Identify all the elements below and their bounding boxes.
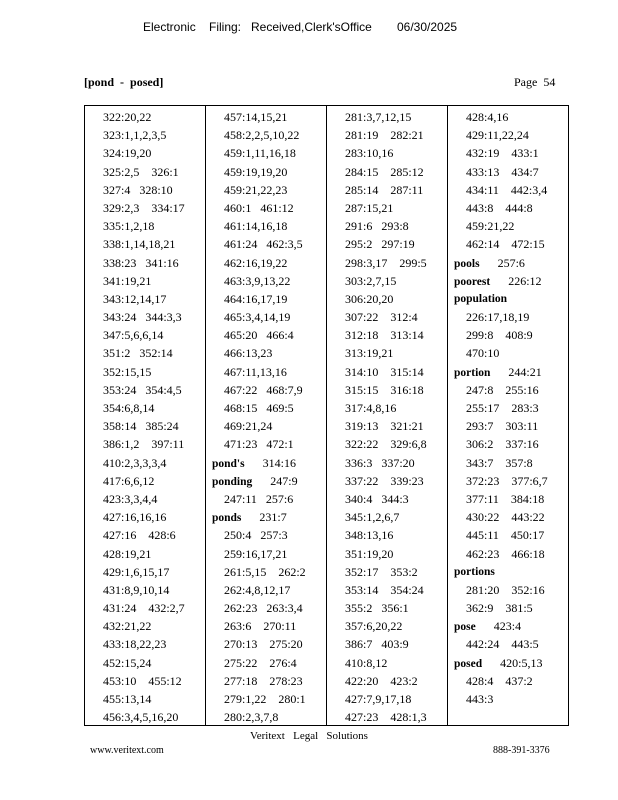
index-column-4	[448, 106, 568, 725]
word-index-table	[84, 105, 569, 726]
index-reference: 417:6,6,12	[103, 473, 155, 488]
index-reference: 443:3	[466, 692, 494, 706]
index-reference: 428:4,16	[466, 110, 509, 124]
index-term	[448, 290, 568, 308]
index-reference: 377:11 384:18	[466, 491, 545, 506]
index-reference: 287:15,21	[345, 200, 394, 215]
index-reference: 443:8 444:8	[466, 200, 533, 215]
index-term-reference: 257:6	[479, 255, 525, 270]
index-reference: 325:2,5 326:1	[103, 164, 179, 179]
index-reference: 262:23 263:3,4	[224, 601, 303, 616]
index-reference: 459:21,22	[466, 219, 515, 234]
index-reference: 431:8,9,10,14	[103, 582, 170, 597]
index-reference: 457:14,15,21	[224, 110, 288, 124]
index-reference: 317:4,8,16	[345, 401, 397, 415]
index-reference: 323:1,1,2,3,5	[103, 128, 167, 143]
index-term-word: pond's	[212, 457, 245, 470]
index-reference: 281:20 352:16	[466, 582, 545, 597]
index-reference: 299:8 408:9	[466, 328, 533, 343]
index-term-word: ponding	[212, 475, 253, 488]
index-reference: 281:19 282:21	[345, 128, 424, 143]
filing-header-electronic: Electronic	[143, 20, 196, 34]
index-term-word: population	[454, 292, 508, 305]
index-term	[448, 617, 568, 635]
index-reference: 262:4,8,12,17	[224, 582, 291, 597]
index-term-word: portions	[454, 565, 495, 578]
index-reference: 427:16 428:6	[103, 528, 176, 543]
index-reference: 456:3,4,5,16,20	[103, 710, 179, 725]
index-reference: 322:22 329:6,8	[345, 437, 427, 452]
index-term-reference: 244:21	[490, 364, 542, 379]
index-reference: 362:9 381:5	[466, 601, 533, 616]
index-reference: 279:1,22 280:1	[224, 692, 306, 706]
index-reference: 353:24 354:4,5	[103, 382, 182, 397]
index-reference: 283:10,16	[345, 146, 394, 161]
index-reference: 386:1,2 397:11	[103, 437, 185, 452]
index-reference: 306:20,20	[345, 291, 394, 306]
index-reference: 275:22 276:4	[224, 655, 297, 670]
footer-website: www.veritext.com	[90, 745, 164, 756]
index-reference: 259:16,17,21	[224, 546, 288, 561]
index-reference: 327:4 328:10	[103, 182, 173, 197]
index-reference: 434:11 442:3,4	[466, 182, 548, 197]
index-term-reference: 420:5,13	[482, 655, 543, 670]
index-reference: 465:20 466:4	[224, 328, 294, 343]
index-reference: 427:23 428:1,3	[345, 710, 427, 725]
index-reference: 314:10 315:14	[345, 364, 424, 379]
index-reference: 338:23 341:16	[103, 255, 179, 270]
index-reference: 467:22 468:7,9	[224, 382, 303, 397]
index-reference: 354:6,8,14	[103, 401, 155, 415]
index-reference: 465:3,4,14,19	[224, 310, 291, 325]
index-reference: 277:18 278:23	[224, 673, 303, 688]
index-reference: 303:2,7,15	[345, 273, 397, 288]
index-reference: 324:19,20	[103, 146, 152, 161]
index-reference: 313:19,21	[345, 346, 394, 361]
index-reference: 338:1,14,18,21	[103, 237, 176, 252]
index-reference: 341:19,21	[103, 273, 152, 288]
index-reference: 345:1,2,6,7	[345, 510, 400, 525]
index-reference: 428:4 437:2	[466, 673, 533, 688]
index-reference: 459:21,22,23	[224, 182, 288, 197]
index-reference: 427:16,16,16	[103, 510, 167, 525]
index-term	[206, 454, 326, 472]
index-reference: 270:13 275:20	[224, 637, 303, 652]
index-term	[206, 508, 326, 526]
index-reference: 315:15 316:18	[345, 382, 424, 397]
index-reference: 352:15,15	[103, 364, 152, 379]
index-reference: 458:2,2,5,10,22	[224, 128, 300, 143]
index-reference: 445:11 450:17	[466, 528, 545, 543]
index-reference: 433:13 434:7	[466, 164, 539, 179]
index-reference: 280:2,3,7,8	[224, 710, 279, 725]
index-reference: 442:24 443:5	[466, 637, 539, 652]
index-reference: 462:14 472:15	[466, 237, 545, 252]
index-term-word: ponds	[212, 512, 242, 525]
index-reference: 353:14 354:24	[345, 582, 424, 597]
index-reference: 298:3,17 299:5	[345, 255, 427, 270]
index-reference: 347:5,6,6,14	[103, 328, 164, 343]
index-reference: 306:2 337:16	[466, 437, 539, 452]
index-reference: 372:23 377:6,7	[466, 473, 548, 488]
index-reference: 358:14 385:24	[103, 419, 179, 434]
footer-phone: 888-391-3376	[493, 745, 550, 756]
index-reference: 291:6 293:8	[345, 219, 409, 234]
index-reference: 466:13,23	[224, 346, 273, 361]
index-reference: 351:19,20	[345, 546, 394, 561]
index-reference: 247:11 257:6	[224, 491, 294, 506]
index-reference: 295:2 297:19	[345, 237, 415, 252]
index-reference: 470:10	[466, 346, 500, 361]
index-reference: 462:23 466:18	[466, 546, 545, 561]
index-reference: 337:22 339:23	[345, 473, 424, 488]
filing-header-date: 06/30/2025	[397, 20, 458, 34]
index-reference: 422:20 423:2	[345, 673, 418, 688]
index-term-word: posed	[454, 657, 483, 670]
index-reference: 281:3,7,12,15	[345, 110, 412, 124]
index-reference: 293:7 303:11	[466, 419, 539, 434]
index-reference: 355:2 356:1	[345, 601, 409, 616]
index-reference: 250:4 257:3	[224, 528, 288, 543]
filing-header-filing: Filing:	[209, 20, 242, 34]
index-reference: 343:12,14,17	[103, 291, 167, 306]
index-reference: 343:24 344:3,3	[103, 310, 182, 325]
index-term-reference: 423:4	[475, 619, 522, 634]
index-reference: 284:15 285:12	[345, 164, 424, 179]
index-term-word: poorest	[454, 275, 491, 288]
index-reference: 430:22 443:22	[466, 510, 545, 525]
index-reference: 469:21,24	[224, 419, 273, 434]
index-reference: 255:17 283:3	[466, 401, 539, 415]
index-term-word: pools	[454, 257, 480, 270]
index-term-reference: 247:9	[252, 473, 298, 488]
index-reference: 386:7 403:9	[345, 637, 409, 652]
index-term-reference: 314:16	[244, 455, 296, 470]
index-reference: 460:1 461:12	[224, 200, 294, 215]
index-reference: 471:23 472:1	[224, 437, 294, 452]
index-reference: 351:2 352:14	[103, 346, 173, 361]
index-reference: 462:16,19,22	[224, 255, 288, 270]
index-reference: 464:16,17,19	[224, 291, 288, 306]
index-reference: 312:18 313:14	[345, 328, 424, 343]
index-term-word: portion	[454, 366, 491, 379]
index-column-2	[206, 106, 327, 725]
index-reference: 427:7,9,17,18	[345, 692, 412, 706]
index-reference: 410:2,3,3,3,4	[103, 455, 167, 470]
index-reference: 429:11,22,24	[466, 128, 529, 143]
index-reference: 263:6 270:11	[224, 619, 297, 634]
index-term	[448, 563, 568, 581]
index-term	[206, 472, 326, 490]
index-reference: 455:13,14	[103, 692, 152, 706]
index-reference: 322:20,22	[103, 110, 152, 124]
index-reference: 431:24 432:2,7	[103, 601, 185, 616]
index-term	[448, 272, 568, 290]
index-reference: 432:21,22	[103, 619, 152, 634]
index-reference: 452:15,24	[103, 655, 152, 670]
index-column-3	[327, 106, 448, 725]
index-reference: 432:19 433:1	[466, 146, 539, 161]
index-reference: 423:3,3,4,4	[103, 491, 158, 506]
index-reference: 357:6,20,22	[345, 619, 403, 634]
index-reference: 226:17,18,19	[466, 310, 530, 325]
index-reference: 348:13,16	[345, 528, 394, 543]
index-reference: 285:14 287:11	[345, 182, 424, 197]
index-reference: 429:1,6,15,17	[103, 564, 170, 579]
index-term	[448, 654, 568, 672]
index-reference: 352:17 353:2	[345, 564, 418, 579]
index-reference: 459:1,11,16,18	[224, 146, 296, 161]
index-reference: 307:22 312:4	[345, 310, 418, 325]
filing-header-received: Received,Clerk'sOffice	[251, 20, 372, 34]
index-reference: 463:3,9,13,22	[224, 273, 291, 288]
index-reference: 335:1,2,18	[103, 219, 155, 234]
index-reference: 336:3 337:20	[345, 455, 415, 470]
index-reference: 261:5,15 262:2	[224, 564, 306, 579]
index-reference: 453:10 455:12	[103, 673, 182, 688]
index-reference: 319:13 321:21	[345, 419, 424, 434]
index-range-label: [pond - posed]	[84, 75, 164, 89]
index-term-reference: 231:7	[241, 510, 287, 525]
index-reference: 461:14,16,18	[224, 219, 288, 234]
index-reference: 467:11,13,16	[224, 364, 287, 379]
index-term	[448, 254, 568, 272]
index-reference: 461:24 462:3,5	[224, 237, 303, 252]
index-column-1	[85, 106, 206, 725]
footer-company: Veritext Legal Solutions	[250, 730, 368, 742]
index-term-reference: 226:12	[490, 273, 542, 288]
page-number: Page 54	[514, 75, 556, 89]
index-reference: 459:19,19,20	[224, 164, 288, 179]
index-reference: 468:15 469:5	[224, 401, 294, 415]
index-reference: 340:4 344:3	[345, 491, 409, 506]
index-term	[448, 363, 568, 381]
index-reference: 410:8,12	[345, 655, 388, 670]
index-reference: 247:8 255:16	[466, 382, 539, 397]
index-reference: 329:2,3 334:17	[103, 200, 185, 215]
index-term-word: pose	[454, 621, 476, 634]
index-reference: 343:7 357:8	[466, 455, 533, 470]
index-reference: 433:18,22,23	[103, 637, 167, 652]
index-reference: 428:19,21	[103, 546, 152, 561]
